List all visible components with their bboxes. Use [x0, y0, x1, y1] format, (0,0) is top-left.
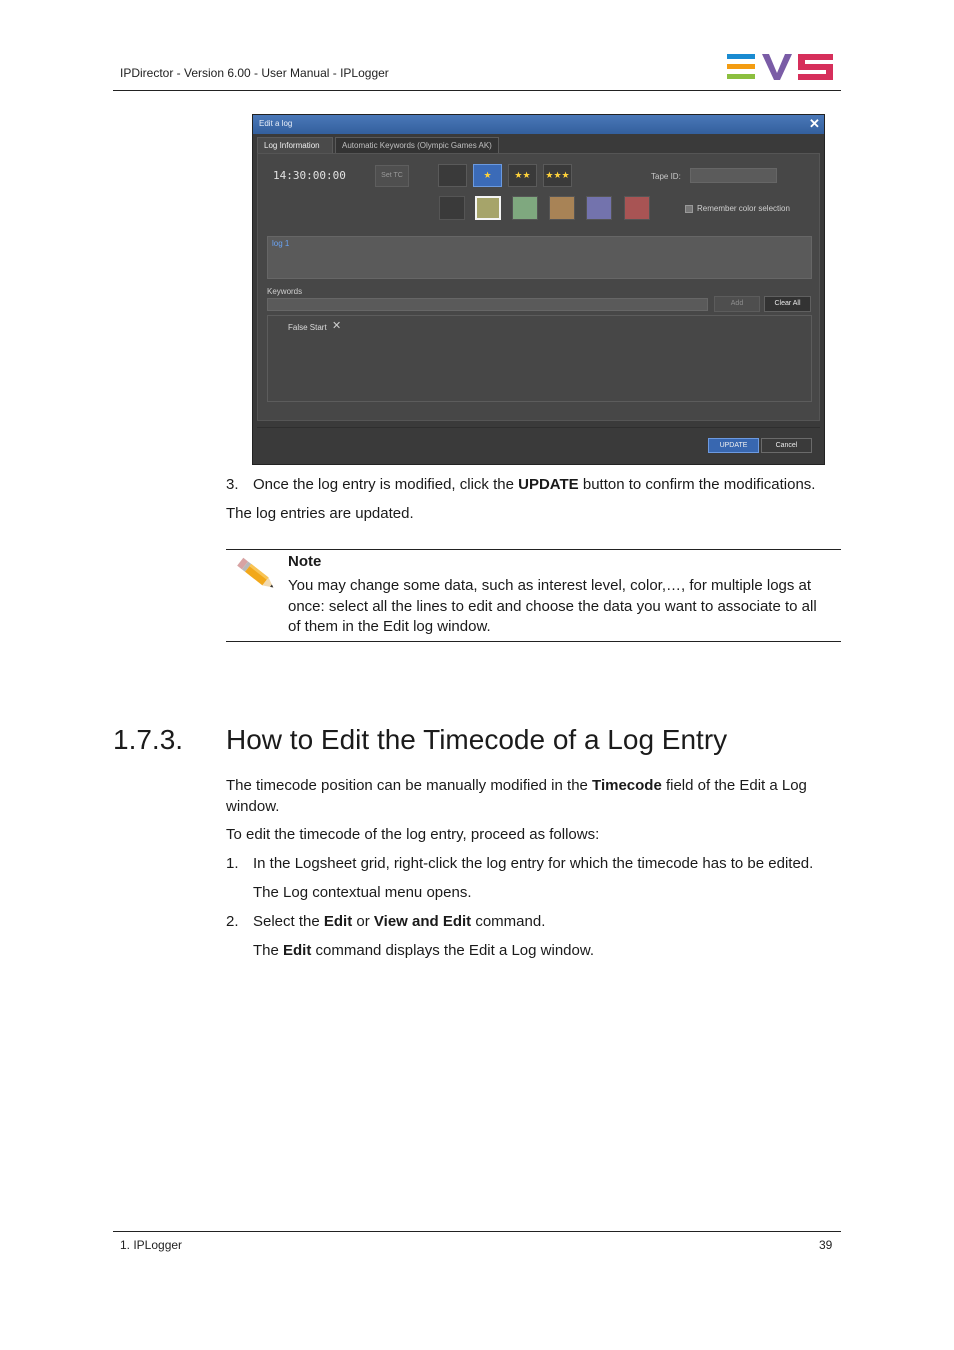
color-swatch-red[interactable] — [624, 196, 650, 220]
intro-line-1-before: The timecode position can be manually modified in the — [226, 777, 593, 794]
footer-chapter: 1. IPLogger — [120, 1238, 183, 1252]
interest-level-3-button[interactable]: ★★★ — [543, 164, 572, 187]
timecode-field[interactable]: 14:30:00:00 — [273, 169, 346, 182]
color-swatch-olive[interactable] — [475, 196, 501, 220]
note-bottom-rule — [226, 641, 841, 642]
result-text: The log entries are updated. — [226, 505, 414, 522]
add-keyword-button[interactable]: Add — [714, 296, 760, 312]
step-2-number: 2. — [226, 913, 239, 930]
log-text-area[interactable] — [267, 236, 812, 279]
edit-log-dialog — [252, 114, 825, 465]
step-1-number: 1. — [226, 855, 239, 872]
keyword-list — [267, 315, 812, 402]
intro-line-3: To edit the timecode of the log entry, proceed as follows: — [226, 826, 600, 843]
step-1-result: The Log contextual menu opens. — [253, 884, 472, 901]
section-title: How to Edit the Timecode of a Log Entry — [226, 724, 728, 755]
intro-line-2: window. — [226, 798, 280, 815]
intro-line-1-after: field of the Edit a Log — [661, 777, 807, 794]
clear-all-button[interactable]: Clear All — [764, 296, 811, 312]
keyword-item: False Start — [288, 323, 327, 332]
tape-id-label: Tape ID: — [651, 172, 681, 181]
dialog-titlebar — [253, 115, 824, 134]
intro-line-1-bold: Timecode — [592, 777, 662, 794]
step-3-text — [253, 476, 815, 494]
keyword-input[interactable] — [267, 298, 708, 311]
step-2-result-after: command displays the Edit a Log window. — [311, 942, 595, 959]
note-line-3: of them in the Edit log window. — [288, 618, 491, 635]
step-2-result-bold: Edit — [283, 942, 312, 959]
note-title: Note — [288, 553, 322, 570]
tape-id-field[interactable] — [690, 168, 777, 183]
step-2-bold-view-edit: View and Edit — [373, 913, 472, 930]
step-3-text-after: button to confirm the modifications. — [578, 476, 816, 493]
step-1-text: In the Logsheet grid, right-click the log entry for which the timecode has to be edited. — [253, 855, 814, 872]
note-line-1: You may change some data, such as interest level, color,…, for multiple logs at — [288, 577, 812, 594]
note-line-2: once: select all the lines to edit and choose the data you want to associate to all — [288, 598, 817, 615]
tab-log-information[interactable]: Log Information — [257, 137, 333, 154]
cancel-button[interactable]: Cancel — [761, 438, 812, 453]
step-2-text — [253, 913, 545, 931]
set-tc-button[interactable]: Set TC — [375, 165, 409, 187]
remove-keyword-icon[interactable]: ✕ — [332, 320, 342, 332]
step-2-bold-edit: Edit — [323, 913, 353, 930]
color-swatch-brown[interactable] — [549, 196, 575, 220]
interest-level-none-button[interactable] — [438, 164, 467, 187]
step-2-text-after: command. — [471, 913, 546, 930]
step-3-text-before: Once the log entry is modified, click the — [253, 476, 519, 493]
remember-color-checkbox[interactable] — [685, 205, 693, 213]
remember-color-label: Remember color selection — [697, 204, 790, 213]
color-swatch-purple[interactable] — [586, 196, 612, 220]
dialog-title: Edit a log — [259, 119, 293, 128]
step-2-result-before: The — [253, 942, 284, 959]
color-swatch-green[interactable] — [512, 196, 538, 220]
pencil-icon — [232, 552, 280, 596]
color-swatch-none[interactable] — [439, 196, 465, 220]
header-rule — [113, 90, 841, 91]
step-3-number: 3. — [226, 476, 239, 493]
running-header-title: IPDirector - Version 6.00 - User Manual - IPLogger — [120, 66, 389, 80]
log-text: log 1 — [272, 239, 290, 248]
keywords-label: Keywords — [267, 287, 303, 296]
update-button[interactable]: UPDATE — [708, 438, 759, 453]
interest-level-1-button[interactable]: ★ — [473, 164, 502, 187]
evs-logo — [726, 52, 834, 82]
page-number: 39 — [819, 1238, 833, 1252]
interest-level-2-button[interactable]: ★★ — [508, 164, 537, 187]
footer-rule — [113, 1231, 841, 1232]
tab-automatic-keywords[interactable]: Automatic Keywords (Olympic Games AK) — [335, 137, 499, 154]
close-icon[interactable]: ✕ — [809, 116, 820, 131]
dialog-footer-divider — [257, 427, 820, 428]
intro-line-1 — [226, 777, 807, 795]
step-2-text-before: Select the — [253, 913, 324, 930]
note-top-rule — [226, 549, 841, 550]
step-3-bold: UPDATE — [518, 476, 579, 493]
step-2-text-mid: or — [352, 913, 374, 930]
section-number: 1.7.3. — [113, 724, 184, 755]
step-2-result — [253, 942, 594, 960]
